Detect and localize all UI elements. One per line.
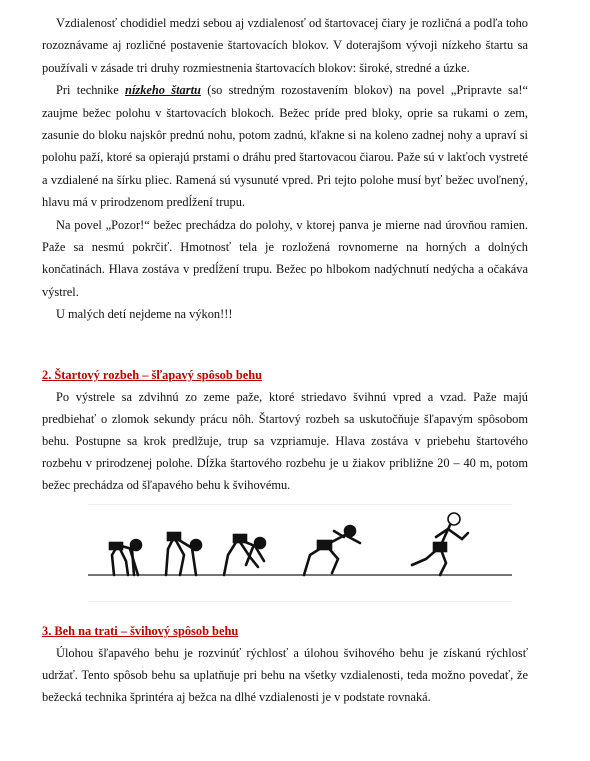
paragraph-block-distance: Vzdialenosť chodidiel medzi sebou aj vzdialenosť od štartovacej čiary je rozličná a podľa toho rozoznávame aj rozličné postavenie štartovacích blokov. V doterajšom vývoji nízkeho štartu sa používali v zásade tri druhy rozmiestnenia štartovacích blokov: široké, stredné a úzke.: [42, 16, 528, 75]
sprint-start-illustration: [88, 504, 512, 602]
runner-2-set: [166, 533, 201, 575]
paragraph-set-command: Na povel „Pozor!“ bežec prechádza do polohy, v ktorej panva je mierne nad úrovňou ramien. Paže sa nesmú pokrčiť. Hmotnosť tela je rozložená rovnomerne na horných a dolných končatinách. Hlava zostáva v predĺžení trupu. Bežec po hlbokom nadýchnutí nedýcha a očakáva výstrel.: [42, 217, 528, 299]
low-start-emphasis: nízkeho štartu: [125, 83, 201, 98]
section-3-paragraph: Úlohou šľapavého behu je rozvinúť rýchlosť a úlohou švihového behu je získanú rýchlosť udržať. Tento spôsob behu sa uplatňuje pri behu na všetky vzdialenosti, teda možno povedať, že bežecká technika šprintéra aj bežca na dlhé vzdialenosti je v podstate rovnaká.: [42, 645, 528, 704]
low-start-pre: Pri technike: [56, 83, 126, 98]
runner-4-acceleration: [304, 526, 360, 575]
runner-1-crouch: [110, 540, 141, 575]
paragraph-children-note: U malých detí nejdeme na výkon!!!: [56, 307, 233, 322]
section-3-heading: 3. Beh na trati – švihový spôsob behu: [42, 623, 239, 638]
paragraph-low-start: [42, 79, 528, 213]
document-page: [42, 12, 528, 708]
low-start-post: (so stredným rozostavením blokov) na povel „Pripravte sa!“ zaujme bežec polohu v štartovacích blokoch. Bežec príde pred bloky, oprie sa rukami o zem, zasunie do bloku najskôr prednú nohu, potom zadnú, kľakne si na koleno zadnej nohy a upraví si polohu paží, ktoré sa opierajú prstami o dráhu pred štartovacou čiarou. Paže sú v lakťoch vystreté a vzdialené na šírku pliec. Ramená sú vysunuté vpred. Pri tejto polohe musí byť bežec uvoľnený, hlavu má v prirodzenom predĺžení trupu.: [42, 83, 528, 210]
runner-3-drive: [224, 535, 265, 575]
section-2-paragraph: Po výstrele sa zdvihnú zo zeme paže, ktoré striedavo švihnú vpred a vzad. Paže majú predbiehať o zlomok sekundy prácu nôh. Štartový rozbeh sa uskutočňuje šľapavým spôsobom behu. Postupne sa krok predlžuje, trup sa vzpriamuje. Hlava zostáva v priebehu štartového rozbehu v prirodzenej polohe. Dĺžka štartového rozbehu je u žiakov približne 20 – 40 m, potom bežec prechádza od šľapavého behu k švihovému.: [42, 389, 528, 492]
runner-5-upright: [412, 513, 468, 575]
sprinter-sequence-figure: [88, 505, 512, 601]
section-2-heading: 2. Štartový rozbeh – šľapavý spôsob behu: [42, 367, 263, 382]
